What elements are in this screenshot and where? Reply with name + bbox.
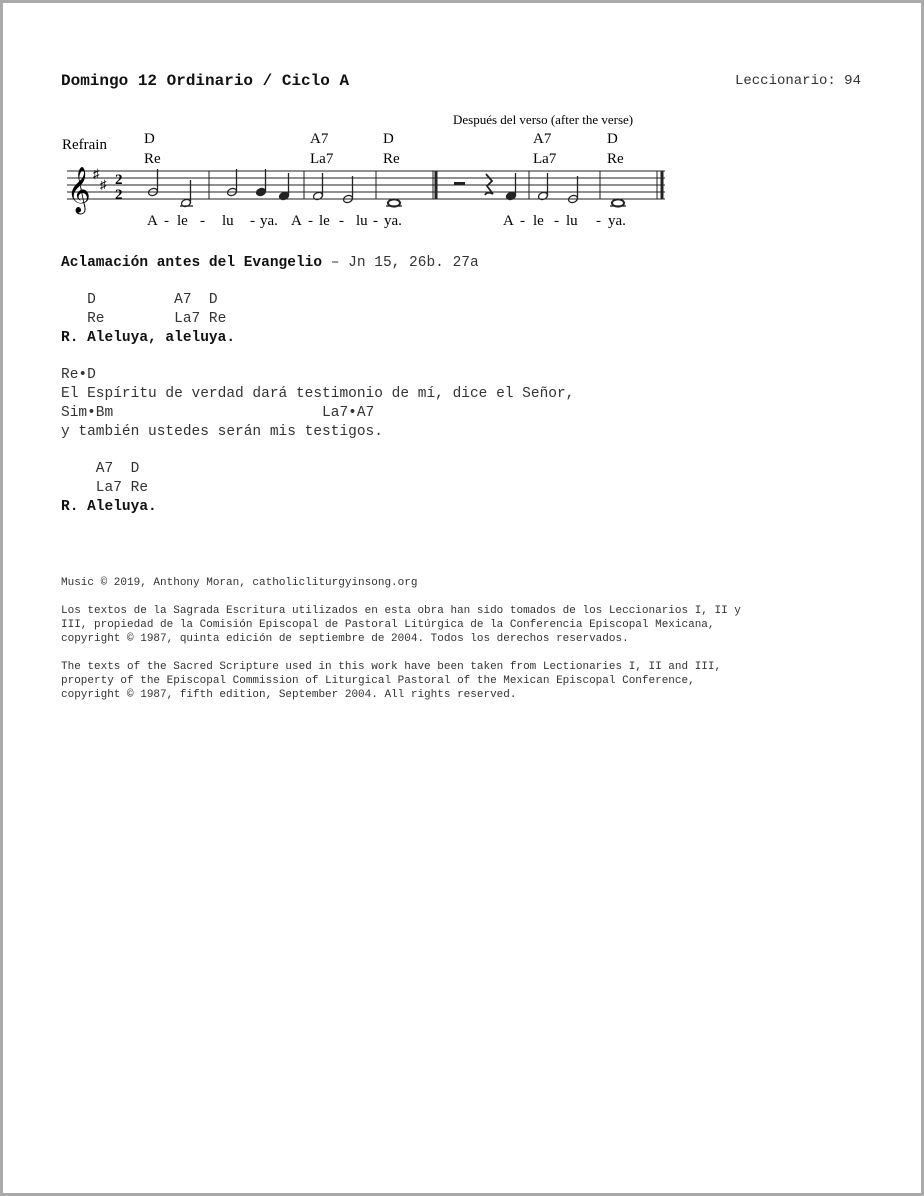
chord-bottom-3: Re: [383, 151, 400, 167]
svg-text:ya.: ya.: [608, 213, 626, 229]
response2-text: R. Aleluya.: [61, 499, 157, 515]
svg-text:lu: lu: [356, 213, 368, 229]
verse-text-1: El Espíritu de verdad dará testimonio de mí, dice el Señor,: [61, 386, 575, 402]
music-credit: Music © 2019, Anthony Moran, catholicliturgyinsong.org: [61, 577, 418, 589]
response1-text: R. Aleluya, aleluya.: [61, 330, 236, 346]
english-copyright-3: copyright © 1987, fifth edition, September 2004. All rights reserved.: [61, 689, 517, 701]
svg-text:-: -: [308, 213, 313, 229]
notes: [148, 169, 626, 208]
svg-text:-: -: [339, 213, 344, 229]
chord-bottom-1: Re: [144, 151, 161, 167]
verse-chords-2: Sim•Bm La7•A7: [61, 405, 375, 421]
spanish-copyright-1: Los textos de la Sagrada Escritura utilizados en esta obra han sido tomados de los Leccionarios I, II y: [61, 605, 741, 617]
svg-text:ya.: ya.: [260, 213, 278, 229]
spanish-copyright-3: copyright © 1987, quinta edición de septiembre de 2004. Todos los derechos reservados.: [61, 633, 629, 645]
page-title: Domingo 12 Ordinario / Ciclo A: [61, 72, 350, 90]
spanish-copyright-2: III, propiedad de la Comisión Episcopal de Pastoral Litúrgica de la Conferencia Episcopal Mexicana,: [61, 619, 715, 631]
svg-text:-: -: [554, 213, 559, 229]
svg-text:-: -: [373, 213, 378, 229]
svg-text:ya.: ya.: [384, 213, 402, 229]
chord-top-2: A7: [310, 131, 329, 147]
svg-text:A: A: [291, 213, 302, 229]
response1-chords-bottom: Re La7 Re: [61, 311, 227, 327]
response1-chords-top: D A7 D: [61, 292, 218, 308]
chord-top-4: A7: [533, 131, 552, 147]
chord-bottom-2: La7: [310, 151, 334, 167]
leccionario-number: Leccionario: 94: [734, 73, 861, 89]
verse-text-2: y también ustedes serán mis testigos.: [61, 424, 383, 440]
svg-text:A: A: [503, 213, 514, 229]
treble-clef-icon: 𝄞: [67, 167, 91, 212]
response2-chords-top: A7 D: [61, 461, 140, 477]
chord-bottom-4: La7: [533, 151, 557, 167]
svg-text:le: le: [319, 213, 330, 229]
lyrics: [147, 213, 626, 229]
svg-text:-: -: [250, 213, 255, 229]
english-copyright-2: property of the Episcopal Commission of Liturgical Pastoral of the Mexican Episcopal Conference,: [61, 675, 695, 687]
music-score: [3, 103, 921, 238]
english-copyright-1: The texts of the Sacred Scripture used in this work have been taken from Lectionaries I, II and III,: [61, 661, 722, 673]
refrain-label: Refrain: [62, 137, 107, 153]
sharp-f-icon: ♯: [93, 166, 100, 181]
svg-text:-: -: [164, 213, 169, 229]
acclamation-heading: Aclamación antes del Evangelio: [61, 255, 323, 271]
svg-text:le: le: [177, 213, 188, 229]
svg-text:lu: lu: [566, 213, 578, 229]
acclamation-line: [61, 255, 479, 271]
chord-top-3: D: [383, 131, 394, 147]
chord-bottom-5: Re: [607, 151, 624, 167]
staff-lines: [67, 171, 665, 199]
svg-text:-: -: [520, 213, 525, 229]
verse-chords-1: Re•D: [61, 367, 96, 383]
verse-note: Después del verso (after the verse): [453, 112, 634, 127]
svg-text:-: -: [200, 213, 205, 229]
svg-text:-: -: [596, 213, 601, 229]
svg-text:lu: lu: [222, 213, 234, 229]
half-rest: [454, 182, 465, 186]
acclamation-reference: – Jn 15, 26b. 27a: [322, 255, 479, 271]
svg-text:A: A: [147, 213, 158, 229]
chord-top-5: D: [607, 131, 618, 147]
chord-top-1: D: [144, 131, 155, 147]
sharp-c-icon: ♯: [100, 177, 107, 192]
note: [256, 187, 267, 197]
svg-text:le: le: [533, 213, 544, 229]
time-sig-bottom: 2: [115, 187, 123, 203]
response2-chords-bottom: La7 Re: [61, 480, 149, 496]
time-sig-top: 2: [115, 172, 123, 188]
